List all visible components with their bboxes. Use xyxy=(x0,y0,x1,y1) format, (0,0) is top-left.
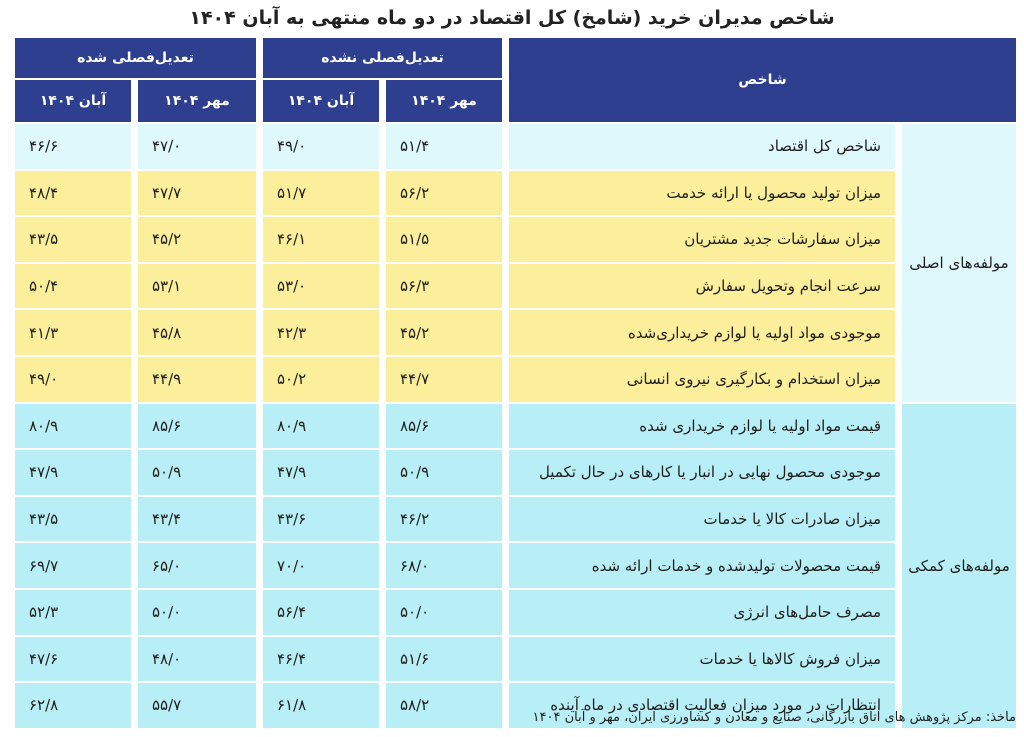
row-name: میزان سفارشات جدید مشتریان xyxy=(509,217,895,262)
row-name: میزان استخدام و بکارگیری نیروی انسانی xyxy=(509,357,895,402)
cell-nsa-aban: ۴۳/۶ xyxy=(263,497,379,542)
cell-sa-aban: ۴۹/۰ xyxy=(15,357,131,402)
cell-sa-aban: ۶۲/۸ xyxy=(15,683,131,728)
header-nsa-mehr: مهر ۱۴۰۴ xyxy=(386,80,502,122)
cell-nsa-aban: ۴۷/۹ xyxy=(263,450,379,495)
header-sa-mehr: مهر ۱۴۰۴ xyxy=(138,80,256,122)
row-name: موجودی محصول نهایی در انبار یا کارهای در حال تکمیل xyxy=(509,450,895,495)
row-name: مصرف حامل‌های انرژی xyxy=(509,590,895,635)
cell-sa-aban: ۴۸/۴ xyxy=(15,171,131,216)
cell-sa-aban: ۵۰/۴ xyxy=(15,264,131,309)
cell-sa-mehr: ۴۸/۰ xyxy=(138,637,256,682)
cell-nsa-aban: ۸۰/۹ xyxy=(263,404,379,449)
cell-nsa-aban: ۵۳/۰ xyxy=(263,264,379,309)
cell-sa-mehr: ۸۵/۶ xyxy=(138,404,256,449)
cell-sa-aban: ۶۹/۷ xyxy=(15,543,131,588)
cell-sa-mehr: ۵۰/۰ xyxy=(138,590,256,635)
header-adjusted: تعدیل‌فصلی شده xyxy=(15,38,256,78)
cell-nsa-aban: ۷۰/۰ xyxy=(263,543,379,588)
cell-nsa-aban: ۶۱/۸ xyxy=(263,683,379,728)
cell-nsa-mehr: ۵۱/۶ xyxy=(386,637,502,682)
row-name: میزان صادرات کالا یا خدمات xyxy=(509,497,895,542)
cell-sa-aban: ۵۲/۳ xyxy=(15,590,131,635)
source-note: ماخذ: مرکز پژوهش های اتاق بازرگانی، صنایع و معادن و کشاورزی ایران، مهر و آبان ۱۴۰۴ xyxy=(532,710,1016,725)
cell-nsa-mehr: ۵۱/۵ xyxy=(386,217,502,262)
cell-sa-aban: ۸۰/۹ xyxy=(15,404,131,449)
cell-nsa-mehr: ۸۵/۶ xyxy=(386,404,502,449)
cell-sa-aban: ۴۳/۵ xyxy=(15,217,131,262)
cell-nsa-aban: ۴۲/۳ xyxy=(263,310,379,355)
cell-sa-aban: ۴۶/۶ xyxy=(15,124,131,169)
cell-sa-mehr: ۴۳/۴ xyxy=(138,497,256,542)
cell-sa-mehr: ۵۰/۹ xyxy=(138,450,256,495)
cell-nsa-aban: ۵۰/۲ xyxy=(263,357,379,402)
cell-nsa-mehr: ۵۰/۹ xyxy=(386,450,502,495)
row-name: انتظارات در مورد میزان فعالیت اقتصادی در ماه آینده xyxy=(509,683,895,728)
cell-sa-mehr: ۵۵/۷ xyxy=(138,683,256,728)
cell-nsa-mehr: ۴۵/۲ xyxy=(386,310,502,355)
cell-nsa-mehr: ۵۶/۲ xyxy=(386,171,502,216)
header-nsa-aban: آبان ۱۴۰۴ xyxy=(263,80,379,122)
header-sa-aban: آبان ۱۴۰۴ xyxy=(15,80,131,122)
cell-sa-aban: ۴۳/۵ xyxy=(15,497,131,542)
cell-nsa-aban: ۵۶/۴ xyxy=(263,590,379,635)
header-indicator: شاخص xyxy=(509,38,1016,122)
group-main-components: مولفه‌های اصلی xyxy=(902,124,1016,402)
row-name: قیمت مواد اولیه یا لوازم خریداری شده xyxy=(509,404,895,449)
cell-nsa-aban: ۴۶/۱ xyxy=(263,217,379,262)
cell-sa-aban: ۴۷/۹ xyxy=(15,450,131,495)
cell-nsa-mehr: ۶۸/۰ xyxy=(386,543,502,588)
cell-sa-mehr: ۴۷/۷ xyxy=(138,171,256,216)
cell-sa-mehr: ۴۵/۲ xyxy=(138,217,256,262)
cell-nsa-mehr: ۵۱/۴ xyxy=(386,124,502,169)
cell-sa-mehr: ۴۷/۰ xyxy=(138,124,256,169)
cell-sa-aban: ۴۷/۶ xyxy=(15,637,131,682)
row-name: قیمت محصولات تولیدشده و خدمات ارائه شده xyxy=(509,543,895,588)
cell-sa-mehr: ۶۵/۰ xyxy=(138,543,256,588)
cell-nsa-mehr: ۴۶/۲ xyxy=(386,497,502,542)
cell-nsa-mehr: ۴۴/۷ xyxy=(386,357,502,402)
cell-nsa-aban: ۴۹/۰ xyxy=(263,124,379,169)
header-not-adjusted: تعدیل‌فصلی نشده xyxy=(263,38,502,78)
cell-nsa-mehr: ۵۶/۳ xyxy=(386,264,502,309)
cell-sa-aban: ۴۱/۳ xyxy=(15,310,131,355)
row-name: موجودی مواد اولیه یا لوازم خریداری‌شده xyxy=(509,310,895,355)
table-title: شاخص مدیران خرید (شامخ) کل اقتصاد در دو ماه منتهی به آبان ۱۴۰۴ xyxy=(189,7,835,29)
pmi-table xyxy=(0,38,1024,715)
row-name: میزان فروش کالاها یا خدمات xyxy=(509,637,895,682)
row-name: سرعت انجام وتحویل سفارش xyxy=(509,264,895,309)
cell-nsa-mehr: ۵۸/۲ xyxy=(386,683,502,728)
cell-nsa-aban: ۴۶/۴ xyxy=(263,637,379,682)
group-aux-components: مولفه‌های کمکی xyxy=(902,404,1016,728)
row-name: میزان تولید محصول یا ارائه خدمت xyxy=(509,171,895,216)
cell-sa-mehr: ۴۵/۸ xyxy=(138,310,256,355)
row-name: شاخص کل اقتصاد xyxy=(509,124,895,169)
cell-nsa-mehr: ۵۰/۰ xyxy=(386,590,502,635)
cell-nsa-aban: ۵۱/۷ xyxy=(263,171,379,216)
cell-sa-mehr: ۴۴/۹ xyxy=(138,357,256,402)
cell-sa-mehr: ۵۳/۱ xyxy=(138,264,256,309)
